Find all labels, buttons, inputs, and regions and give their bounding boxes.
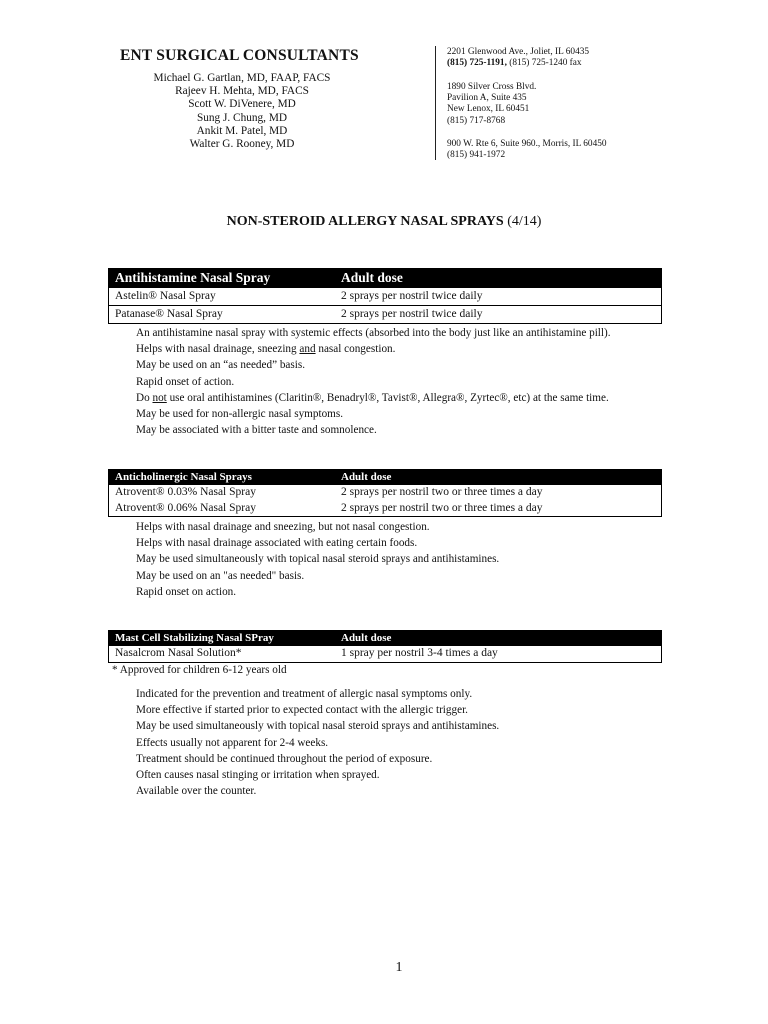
- title-text: NON-STEROID ALLERGY NASAL SPRAYS: [226, 214, 504, 229]
- office-address: 2201 Glenwood Ave., Joliet, IL 60435: [447, 47, 590, 57]
- physician-name: Sung J. Chung, MD: [196, 111, 288, 124]
- note-text: nasal congestion.: [315, 343, 396, 356]
- office-address: New Lenox, IL 60451: [447, 104, 530, 115]
- table-row: [109, 645, 661, 662]
- drug-dose: 2 sprays per nostril two or three times a day: [341, 486, 543, 498]
- office-phone-line: [447, 58, 589, 69]
- title-date: (4/14): [503, 214, 542, 229]
- drug-name: Patanase® Nasal Spray: [115, 308, 223, 320]
- note-line: May be used simultaneously with topical nasal steroid sprays and antihistamines.: [136, 720, 500, 733]
- table-header: [109, 470, 661, 484]
- column-header-dose: Adult dose: [341, 632, 392, 644]
- note-line: An antihistamine nasal spray with systemic effects (absorbed into the body just like an antihistamine pill).: [136, 327, 611, 339]
- office-morris: [447, 139, 607, 161]
- table-row: [109, 484, 661, 501]
- note-line: Effects usually not apparent for 2-4 weeks.: [136, 736, 329, 749]
- note-line: More effective if started prior to expected contact with the allergic trigger.: [136, 704, 468, 717]
- column-header-dose: Adult dose: [341, 270, 403, 285]
- column-header-drug: Mast Cell Stabilizing Nasal SPray: [115, 632, 274, 644]
- column-header-drug: Antihistamine Nasal Spray: [115, 270, 271, 285]
- drug-name: Astelin® Nasal Spray: [115, 290, 216, 302]
- office-address: 1890 Silver Cross Blvd.: [447, 82, 537, 92]
- drug-name: Atrovent® 0.06% Nasal Spray: [115, 501, 256, 514]
- note-line: [136, 390, 611, 406]
- column-header-drug: Anticholinergic Nasal Sprays: [115, 471, 252, 483]
- note-line: Available over the counter.: [136, 785, 257, 798]
- physician-name: Michael G. Gartlan, MD, FAAP, FACS: [153, 72, 331, 84]
- table-header: [109, 269, 661, 287]
- column-header-dose: Adult dose: [341, 471, 392, 483]
- office-address: Pavilion A, Suite 435: [447, 93, 527, 104]
- note-line: May be used on an "as needed" basis.: [136, 569, 305, 582]
- note-line: May be associated with a bitter taste and somnolence.: [136, 424, 377, 437]
- note-emphasis: and: [299, 343, 316, 356]
- page-number: 1: [395, 960, 403, 975]
- office-new-lenox: [447, 82, 536, 127]
- drug-dose: 2 sprays per nostril twice daily: [341, 290, 483, 302]
- table-header: [109, 631, 661, 645]
- note-line: Rapid onset of action.: [136, 375, 235, 388]
- office-joliet: [447, 47, 589, 69]
- note-text: Helps with nasal drainage, sneezing: [136, 343, 300, 356]
- note-line: Helps with nasal drainage associated with eating certain foods.: [136, 537, 418, 550]
- practice-name: ENT SURGICAL CONSULTANTS: [120, 47, 359, 64]
- note-line: Treatment should be continued throughout the period of exposure.: [136, 752, 433, 765]
- physician-list: [122, 72, 362, 151]
- office-fax: (815) 725-1240 fax: [506, 58, 582, 69]
- note-text: Do: [136, 391, 153, 404]
- anticholinergic-notes: [136, 519, 499, 600]
- document-title: [0, 214, 768, 230]
- table-row: [109, 305, 661, 323]
- note-line: Indicated for the prevention and treatment of allergic nasal symptoms only.: [136, 688, 473, 700]
- note-line: [136, 341, 611, 357]
- note-line: Rapid onset on action.: [136, 585, 237, 598]
- mast-cell-notes: [136, 686, 499, 799]
- footnote: * Approved for children 6-12 years old: [112, 664, 287, 676]
- drug-dose: 2 sprays per nostril twice daily: [341, 308, 483, 320]
- anticholinergic-table: [108, 469, 662, 517]
- physician-name: Walter G. Rooney, MD: [189, 138, 295, 151]
- table-row: [109, 287, 661, 305]
- drug-dose: 2 sprays per nostril two or three times a day: [341, 501, 543, 514]
- note-emphasis: not: [152, 391, 167, 404]
- antihistamine-notes: [136, 325, 611, 438]
- office-address: 900 W. Rte 6, Suite 960., Morris, IL 60450: [447, 139, 607, 149]
- drug-dose: 1 spray per nostril 3-4 times a day: [341, 647, 498, 659]
- office-phone: (815) 717-8768: [447, 115, 506, 126]
- note-line: Helps with nasal drainage and sneezing, but not nasal congestion.: [136, 521, 430, 533]
- physician-name: Scott W. DiVenere, MD: [188, 98, 296, 111]
- note-line: May be used for non-allergic nasal symptoms.: [136, 407, 344, 420]
- note-line: May be used simultaneously with topical nasal steroid sprays and antihistamines.: [136, 553, 500, 566]
- physician-name: Rajeev H. Mehta, MD, FACS: [175, 85, 309, 98]
- mast-cell-table: [108, 630, 662, 663]
- drug-name: Nasalcrom Nasal Solution*: [115, 647, 242, 659]
- antihistamine-table: [108, 268, 662, 324]
- table-row: [109, 501, 661, 517]
- physician-name: Ankit M. Patel, MD: [196, 124, 288, 137]
- letterhead-divider: [435, 46, 436, 160]
- office-phone: (815) 725-1191,: [447, 58, 507, 69]
- office-phone: (815) 941-1972: [447, 150, 506, 161]
- note-line: Often causes nasal stinging or irritation when sprayed.: [136, 768, 380, 781]
- note-line: May be used on an “as needed” basis.: [136, 359, 305, 372]
- note-text: use oral antihistamines (Claritin®, Benadryl®, Tavist®, Allegra®, Zyrtec®, etc) at the same time.: [166, 391, 609, 404]
- drug-name: Atrovent® 0.03% Nasal Spray: [115, 486, 256, 498]
